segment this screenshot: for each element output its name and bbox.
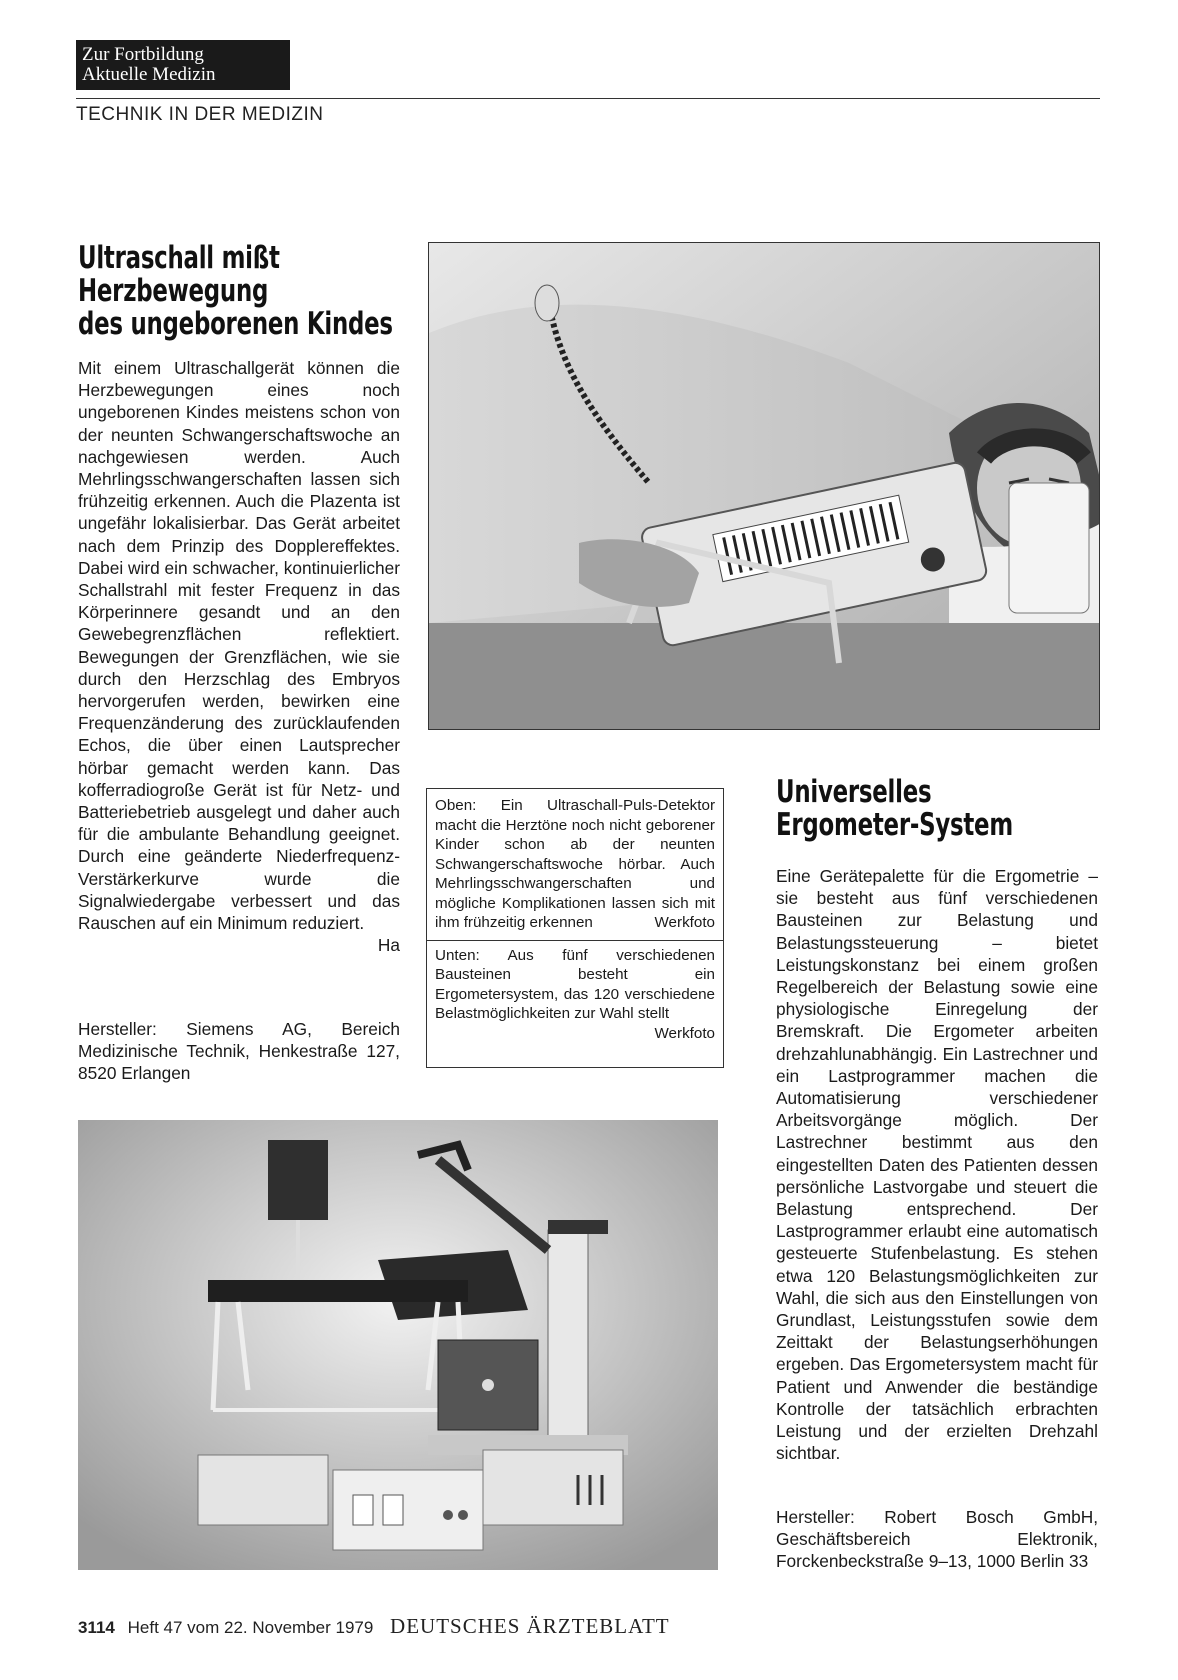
article2-body: Eine Gerätepalette für die Ergometrie – sie besteht aus fünf verschiedenen Bausteinen zur Belastung und Belastungssteuerung – bietet Leistungskonstanz bei einem großen Regelbereich der Belastung sowie eine physiologische Einregelung der Bremskraft. Die Ergometer arbeiten drehzahlunabhängig. Ein Lastrechner und ein Lastprogrammer machen die Automatisierung verschiedener Arbeitsvorgänge möglich. Der Lastrechner bestimmt aus den eingestellten Daten des Patienten dessen persönliche Lastvorgabe und steuert die Belastung entsprechend. Der Lastprogrammer erlaubt eine automatisch gesteuerte Stufenbelastung. Es stehen etwa 120 Belastungsmöglichkeiten zur Wahl, die sich aus den Einstellungen von Grundlast, Leistungsstufen sowie dem Zeittakt der Belastungserhöhungen ergeben. Das Ergometersystem macht für Patient und Anwender die beständige Kontrolle der tatsächlich erbrachten Leistung und der erzielten Drehzahl sichtbar. [776, 866, 1098, 1464]
article1-manufacturer: Hersteller: Siemens AG, Bereich Medizinische Technik, Henkestraße 127, 8520 Erlangen [78, 1019, 400, 1084]
caption-box [426, 788, 724, 1068]
article1-signature-row [78, 934, 400, 956]
caption-top-text: Oben: Ein Ultraschall-Puls-Detektor macht die Herztöne noch nicht geborener Kinder schon ab der neunten Schwangerschaftswoche hörbar. Auch Mehrlingsschwangerschaften und mögliche Komplikationen lassen sich mit ihm frühzeitig erkennen [435, 797, 715, 931]
section-tag [76, 40, 290, 90]
caption-divider [427, 940, 723, 941]
caption-bottom-text: Unten: Aus fünf verschiedenen Bausteinen besteht ein Ergometersystem, das 120 verschiedene Belastmöglichkeiten zur Wahl stellt [435, 946, 715, 1022]
ultrasound-photo [428, 242, 1100, 730]
ultrasound-illustration [429, 243, 1100, 730]
article1-signature: Ha [377, 935, 400, 956]
caption-bottom [435, 946, 715, 1042]
rubric: TECHNIK IN DER MEDIZIN [76, 104, 324, 125]
article2-title [776, 776, 1013, 842]
caption-bottom-credit: Werkfoto [654, 1024, 715, 1042]
section-tag-line1: Zur Fortbildung [82, 44, 204, 65]
article2-title-line1: Universelles [776, 774, 932, 810]
ergometer-photo [78, 1120, 718, 1570]
article1-title-line1: Ultraschall mißt [78, 240, 280, 276]
article1-body [78, 357, 400, 956]
article1-title-line2: Herzbewegung [78, 273, 269, 309]
caption-top [435, 796, 715, 933]
caption-top-credit: Werkfoto [654, 914, 715, 931]
section-tag-line2: Aktuelle Medizin [82, 64, 216, 85]
header-rule [76, 98, 1100, 99]
issue-line: Heft 47 vom 22. November 1979 [127, 1618, 374, 1637]
article1-body-text: Mit einem Ultraschallgerät können die Herzbewegungen eines noch ungeborenen Kindes meistens schon von der neunten Schwangerschaftswoche an nachgewiesen werden. Auch Mehrlingsschwangerschaften lassen sich frühzeitig erkennen. Auch die Plazenta ist ungefähr lokalisierbar. Das Gerät arbeitet nach dem Prinzip des Dopplereffektes. Dabei wird ein schwacher, kontinuierlicher Schallstrahl mit fester Frequenz in das Körperinnere gesandt und an den Gewebegrenzflächen reflektiert. Bewegungen der Grenzflächen, wie sie durch den Herzschlag des Embryos hervorgerufen werden, bewirken eine Frequenzänderung des zurücklaufenden Echos, die über einen Lautsprecher hörbar gemacht werden kann. Das kofferradiogroße Gerät ist für Netz- und Batteriebetrieb ausgelegt und daher auch für die ambulante Behandlung geeignet. Durch eine geänderte Niederfrequenz-Verstärkerkurve wurde die Signalwiedergabe verbessert und das Rauschen auf ein Minimum reduziert. [78, 358, 400, 934]
article2-title-line2: Ergometer-System [776, 807, 1013, 843]
ergometer-illustration [78, 1120, 718, 1570]
article2-manufacturer: Hersteller: Robert Bosch GmbH, Geschäftsbereich Elektronik, Forckenbeckstraße 9–13, 1000 Berlin 33 [776, 1507, 1098, 1572]
magazine-name: DEUTSCHES ÄRZTEBLATT [390, 1614, 670, 1638]
page-number: 3114 [78, 1618, 115, 1637]
article1-title [78, 242, 393, 341]
article1-title-line3: des ungeborenen Kindes [78, 306, 393, 342]
footer [78, 1614, 670, 1639]
